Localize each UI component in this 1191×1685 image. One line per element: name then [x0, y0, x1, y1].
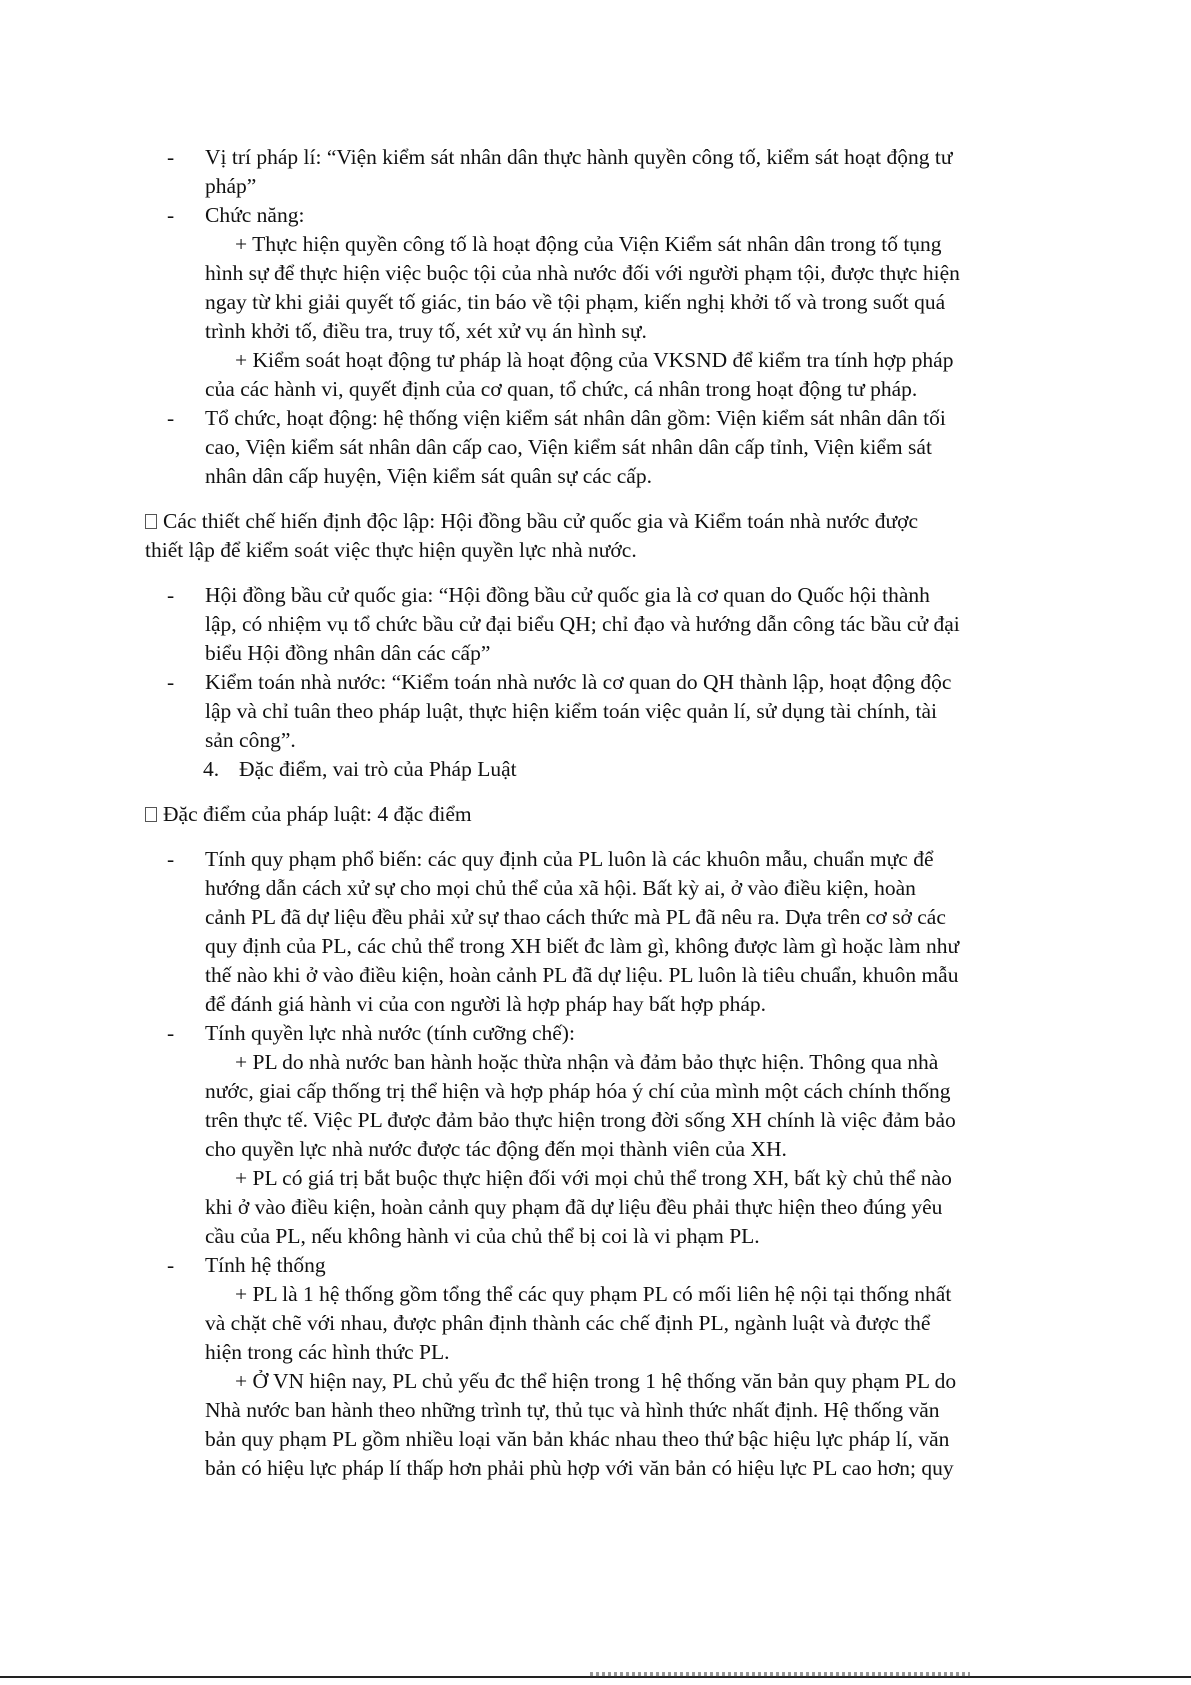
text-line: Các thiết chế hiến định độc lập: Hội đồng bầu cử quốc gia và Kiểm toán nhà nước được [163, 509, 919, 533]
text-line: Vị trí pháp lí: “Viện kiểm sát nhân dân thực hành quyền công tố, kiểm sát hoạt động tư [205, 145, 953, 169]
text-line: Đặc điểm, vai trò của Pháp Luật [239, 757, 517, 781]
text-line: + Thực hiện quyền công tố là hoạt động của Viện Kiểm sát nhân dân trong tố tụng [235, 232, 942, 256]
text-line: thiết lập để kiểm soát việc thực hiện quyền lực nhà nước. [145, 538, 637, 562]
text-line: hình sự để thực hiện việc buộc tội của nhà nước đối với người phạm tội, được thực hiện [205, 261, 960, 285]
text-line: Tổ chức, hoạt động: hệ thống viện kiểm sát nhân dân gồm: Viện kiểm sát nhân dân tối [205, 406, 946, 430]
bullet-item [145, 1019, 1050, 1048]
text-line: ngay từ khi giải quyết tố giác, tin báo về tội phạm, kiến nghị khởi tố và trong suốt quá [205, 290, 946, 314]
spacer [145, 491, 1050, 507]
sub-paragraph [145, 230, 1050, 346]
text-line: để đánh giá hành vi của con người là hợp pháp hay bất hợp pháp. [205, 992, 767, 1016]
bullet-item [145, 668, 1050, 755]
text-line: + PL có giá trị bắt buộc thực hiện đối với mọi chủ thể trong XH, bất kỳ chủ thể nào [235, 1166, 952, 1190]
text-line: trên thực tế. Việc PL được đảm bảo thực hiện trong đời sống XH chính là việc đảm bảo [205, 1108, 956, 1132]
text-line: Kiểm toán nhà nước: “Kiểm toán nhà nước là cơ quan do QH thành lập, hoạt động độc [205, 670, 952, 694]
text-line: hiện trong các hình thức PL. [205, 1340, 450, 1364]
bullet-dash: - [167, 583, 175, 607]
text-line: cầu của PL, nếu không hành vi của chủ thể bị coi là vi phạm PL. [205, 1224, 760, 1248]
text-line: + Kiểm soát hoạt động tư pháp là hoạt động của VKSND để kiểm tra tính hợp pháp [235, 348, 954, 372]
sub-paragraph [145, 346, 1050, 404]
checkbox-icon [145, 807, 157, 822]
text-line: biểu Hội đồng nhân dân các cấp” [205, 641, 491, 665]
text-line: cảnh PL đã dự liệu đều phải xử sự thao cách thức mà PL đã nêu ra. Dựa trên cơ sở các [205, 905, 946, 929]
sub-paragraph [145, 1164, 1050, 1251]
text-line: pháp” [205, 174, 257, 198]
text-line: + Ở VN hiện nay, PL chủ yếu đc thể hiện trong 1 hệ thống văn bản quy phạm PL do [235, 1369, 957, 1393]
bullet-dash: - [167, 1021, 175, 1045]
numbered-heading [145, 755, 1050, 784]
bullet-dash: - [167, 406, 175, 430]
document-body [145, 143, 1050, 1483]
bullet-item [145, 201, 1050, 230]
checkbox-icon [145, 514, 157, 529]
text-line-wrap [145, 507, 1050, 536]
text-line: Đặc điểm của pháp luật: 4 đặc điểm [163, 802, 472, 826]
spacer [145, 829, 1050, 845]
text-line: Tính hệ thống [205, 1253, 326, 1277]
bullet-item [145, 581, 1050, 668]
bullet-item [145, 143, 1050, 201]
bullet-dash: - [167, 1253, 175, 1277]
text-line: cao, Viện kiểm sát nhân dân cấp cao, Viện kiểm sát nhân dân cấp tỉnh, Viện kiểm sát [205, 435, 932, 459]
text-line: khi ở vào điều kiện, hoàn cảnh quy phạm đã dự liệu đều phải thực hiện theo đúng yêu [205, 1195, 943, 1219]
text-line: và chặt chẽ với nhau, được phân định thành các chế định PL, ngành luật và được thể [205, 1311, 931, 1335]
marked-paragraph [145, 800, 1050, 829]
text-line: lập và chỉ tuân theo pháp luật, thực hiện kiểm toán việc quản lí, sử dụng tài chính, tài [205, 699, 938, 723]
text-line: thế nào khi ở vào điều kiện, hoàn cảnh PL đã dự liệu. PL luôn là tiêu chuẩn, khuôn mẫu [205, 963, 959, 987]
bullet-item [145, 404, 1050, 491]
text-line: cho quyền lực nhà nước được tác động đến mọi thành viên của XH. [205, 1137, 787, 1161]
heading-number: 4. [203, 757, 220, 781]
bullet-dash: - [167, 847, 175, 871]
text-line: sản công”. [205, 728, 296, 752]
marked-paragraph [145, 507, 1050, 565]
scan-artifact [590, 1672, 970, 1677]
spacer [145, 784, 1050, 800]
sub-paragraph [145, 1280, 1050, 1367]
spacer [145, 565, 1050, 581]
bullet-dash: - [167, 203, 175, 227]
text-line: Tính quy phạm phổ biến: các quy định của PL luôn là các khuôn mẫu, chuẩn mực để [205, 847, 934, 871]
text-line: nước, giai cấp thống trị thể hiện và hợp pháp hóa ý chí của mình một cách chính thống [205, 1079, 951, 1103]
page-bottom-edge [0, 1672, 1191, 1685]
text-line: trình khởi tố, điều tra, truy tố, xét xử vụ án hình sự. [205, 319, 647, 343]
text-line: Hội đồng bầu cử quốc gia: “Hội đồng bầu cử quốc gia là cơ quan do Quốc hội thành [205, 583, 930, 607]
text-line: bản có hiệu lực pháp lí thấp hơn phải phù hợp với văn bản có hiệu lực PL cao hơn; quy [205, 1456, 954, 1480]
text-line: lập, có nhiệm vụ tổ chức bầu cử đại biểu QH; chỉ đạo và hướng dẫn công tác bầu cử đại [205, 612, 960, 636]
text-line: + PL là 1 hệ thống gồm tổng thể các quy phạm PL có mối liên hệ nội tại thống nhất [235, 1282, 952, 1306]
text-line: Chức năng: [205, 203, 305, 227]
text-line: của các hành vi, quyết định của cơ quan, tổ chức, cá nhân trong hoạt động tư pháp. [205, 377, 918, 401]
bullet-dash: - [167, 670, 175, 694]
text-line: bản quy phạm PL gồm nhiều loại văn bản khác nhau theo thứ bậc hiệu lực pháp lí, văn [205, 1427, 950, 1451]
text-line: Nhà nước ban hành theo những trình tự, thủ tục và hình thức nhất định. Hệ thống văn [205, 1398, 940, 1422]
text-line: + PL do nhà nước ban hành hoặc thừa nhận và đảm bảo thực hiện. Thông qua nhà [235, 1050, 939, 1074]
sub-paragraph [145, 1367, 1050, 1483]
sub-paragraph [145, 1048, 1050, 1164]
text-line-wrap [145, 800, 1050, 829]
text-line: Tính quyền lực nhà nước (tính cưỡng chế): [205, 1021, 575, 1045]
bullet-item [145, 1251, 1050, 1280]
text-line: nhân dân cấp huyện, Viện kiểm sát quân sự các cấp. [205, 464, 652, 488]
text-line: hướng dẫn cách xử sự cho mọi chủ thể của xã hội. Bất kỳ ai, ở vào điều kiện, hoàn [205, 876, 916, 900]
bullet-item [145, 845, 1050, 1019]
text-line: quy định của PL, các chủ thể trong XH biết đc làm gì, không được làm gì hoặc làm như [205, 934, 960, 958]
bullet-dash: - [167, 145, 175, 169]
